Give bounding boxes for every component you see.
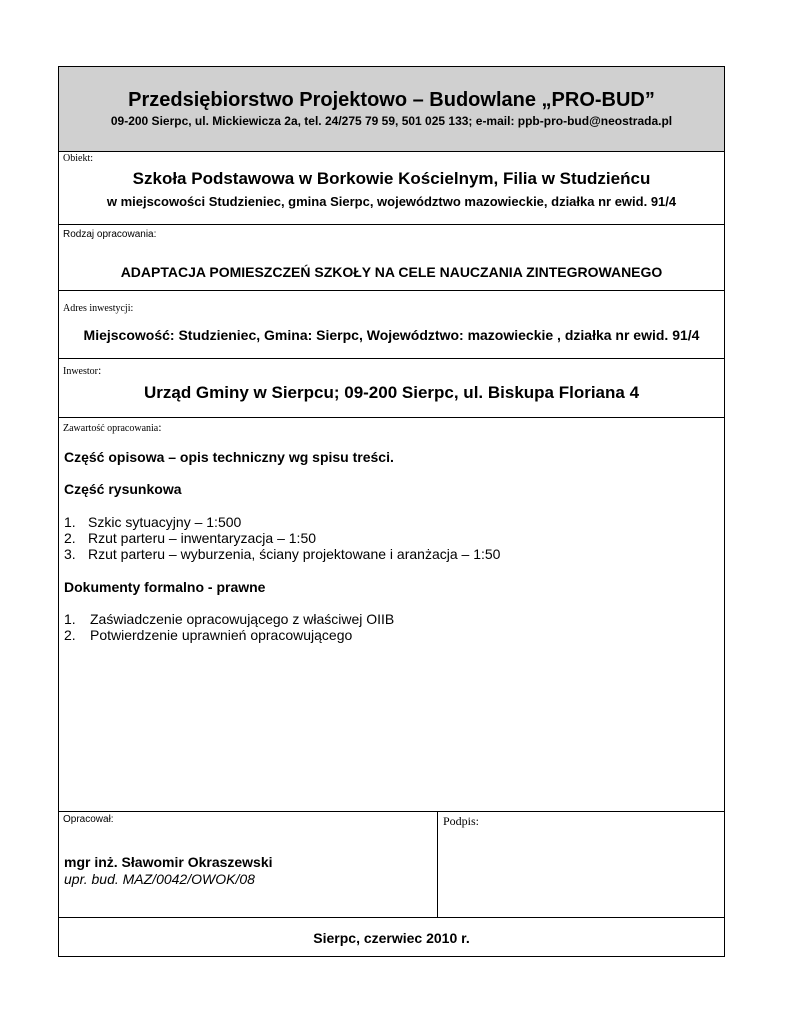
document-number: 2. bbox=[64, 627, 76, 643]
author-name: mgr inż. Sławomir Okraszewski bbox=[64, 854, 273, 870]
footer-section bbox=[59, 918, 724, 956]
study-type-value: ADAPTACJA POMIESZCZEŃ SZKOŁY NA CELE NAUCZANIA ZINTEGROWANEGO bbox=[120, 264, 663, 280]
descriptive-part: Część opisowa – opis techniczny wg spisu treści. bbox=[64, 449, 394, 465]
drawing-number: 3. bbox=[64, 546, 76, 562]
investor-label bbox=[63, 363, 101, 378]
author-cell bbox=[59, 812, 438, 917]
company-contact: 09-200 Sierpc, ul. Mickiewicza 2a, tel. 24/275 79 59, 501 025 133; e-mail: ppb-pro-bud@neostrada.pl bbox=[110, 114, 673, 128]
object-title: Szkoła Podstawowa w Borkowie Kościelnym, Filia w Studzieńcu bbox=[132, 169, 651, 188]
drawing-number: 2. bbox=[64, 530, 76, 546]
object-location: w miejscowości Studzieniec, gmina Sierpc, województwo mazowieckie, działka nr ewid. 91/4 bbox=[106, 194, 677, 209]
document-text: Zaświadczenie opracowującego z właściwej OIIB bbox=[90, 611, 395, 627]
title-sheet bbox=[58, 66, 725, 957]
drawing-number: 1. bbox=[64, 514, 76, 530]
signature-label: Podpis: bbox=[443, 814, 480, 828]
document-item bbox=[64, 627, 352, 643]
drawing-item bbox=[64, 514, 241, 530]
investment-address-section bbox=[59, 291, 724, 359]
drawing-text: Szkic sytuacyjny – 1:500 bbox=[88, 514, 242, 530]
drawing-text: Rzut parteru – inwentaryzacja – 1:50 bbox=[88, 530, 317, 546]
investor-section bbox=[59, 359, 724, 418]
author-signature-section bbox=[59, 812, 724, 918]
study-type-section bbox=[59, 225, 724, 291]
drawing-item bbox=[64, 530, 316, 546]
document-number: 1. bbox=[64, 611, 76, 627]
investor-label-colon: : bbox=[98, 363, 102, 377]
contents-section bbox=[59, 418, 724, 812]
contents-label-colon: : bbox=[158, 420, 162, 434]
author-label: Opracował: bbox=[63, 814, 114, 825]
author-license: upr. bud. MAZ/0042/OWOK/08 bbox=[64, 871, 255, 887]
drawing-text: Rzut parteru – wyburzenia, ściany projektowane i aranżacja – 1:50 bbox=[88, 546, 501, 562]
documents-heading: Dokumenty formalno - prawne bbox=[64, 579, 266, 595]
contents-label bbox=[63, 420, 162, 435]
object-section bbox=[59, 152, 724, 225]
object-label: Obiekt: bbox=[63, 153, 93, 164]
study-type-label: Rodzaj opracowania: bbox=[63, 229, 157, 240]
investment-address-label: Adres inwestycji: bbox=[63, 303, 134, 314]
investor-value: Urząd Gminy w Sierpcu; 09-200 Sierpc, ul. Biskupa Floriana 4 bbox=[143, 383, 640, 402]
drawing-item bbox=[64, 546, 500, 562]
investor-label-text: Inwestor bbox=[63, 366, 98, 377]
place-date: Sierpc, czerwiec 2010 r. bbox=[313, 930, 470, 946]
company-header bbox=[59, 67, 724, 152]
drawings-heading: Część rysunkowa bbox=[64, 481, 182, 497]
document-text: Potwierdzenie uprawnień opracowującego bbox=[90, 627, 353, 643]
company-name: Przedsiębiorstwo Projektowo – Budowlane „PRO-BUD” bbox=[128, 89, 655, 111]
investment-address-value: Miejscowość: Studzieniec, Gmina: Sierpc, Województwo: mazowieckie , działka nr ewid. 91/4 bbox=[83, 327, 700, 343]
signature-cell bbox=[438, 812, 724, 917]
contents-label-text: Zawartość opracowania bbox=[63, 423, 159, 434]
document-item bbox=[64, 611, 394, 627]
